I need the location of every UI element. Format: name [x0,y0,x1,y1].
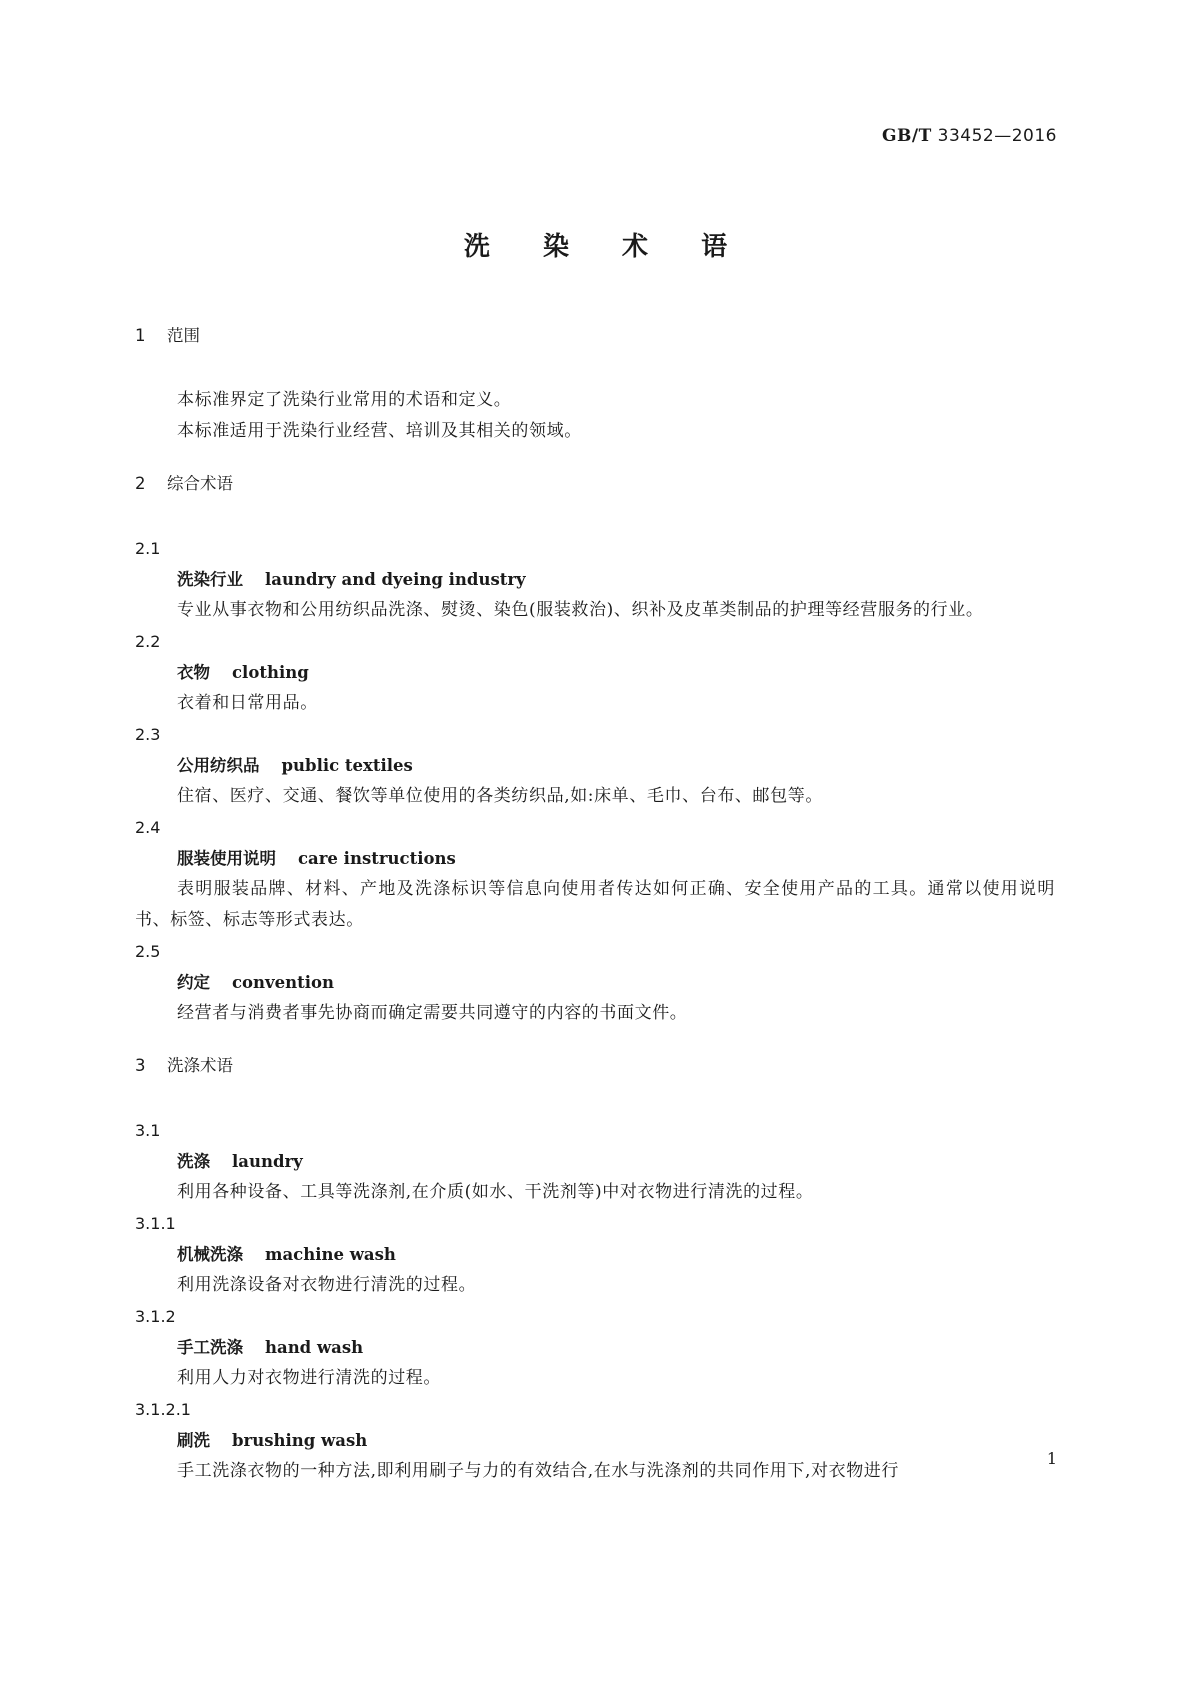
section-title: 洗涤术语 [167,1056,233,1075]
term-en: convention [232,973,335,992]
term-en: public textiles [281,756,413,775]
term-definition: 利用各种设备、工具等洗涤剂,在介质(如水、干洗剂等)中对衣物进行清洗的过程。 [177,1182,814,1202]
term-zh: 刷洗 [177,1431,210,1450]
term-heading [135,967,1055,998]
section-title: 范围 [167,326,200,345]
term-entry-3-1-1 [135,1208,1055,1301]
term-en: hand wash [265,1338,364,1357]
section-number: 3 [135,1056,146,1075]
term-en: brushing wash [232,1431,368,1450]
term-entry-2-3 [135,719,1055,812]
standard-code: 33452—2016 [937,126,1057,146]
term-zh: 约定 [177,973,210,992]
term-en: machine wash [265,1245,396,1264]
term-en: laundry [232,1152,303,1171]
term-en: clothing [232,663,309,682]
term-heading [135,843,1055,874]
term-number: 2.5 [135,942,161,961]
term-definition: 表明服装品牌、材料、产地及洗涤标识等信息向使用者传达如何正确、安全使用产品的工具。通常以使用说明书、标签、标志等形式表达。 [135,879,1055,930]
document-body [135,320,1055,1487]
term-heading [135,657,1055,688]
term-heading [135,1146,1055,1177]
scope-paragraph-2: 本标准适用于洗染行业经营、培训及其相关的领域。 [177,421,582,441]
term-entry-3-1-2 [135,1301,1055,1394]
term-number: 3.1.1 [135,1214,176,1233]
standard-number [882,126,1057,146]
term-entry-2-1 [135,533,1055,626]
section-number: 1 [135,326,146,345]
term-heading [135,1239,1055,1270]
term-number: 3.1 [135,1121,161,1140]
term-zh: 洗染行业 [177,570,243,589]
term-heading [135,1425,1055,1456]
term-definition: 手工洗涤衣物的一种方法,即利用刷子与力的有效结合,在水与洗涤剂的共同作用下,对衣物进行 [177,1461,900,1481]
term-entry-3-1 [135,1115,1055,1208]
term-definition: 经营者与消费者事先协商而确定需要共同遵守的内容的书面文件。 [177,1003,688,1023]
term-heading [135,564,1055,595]
term-entry-2-2 [135,626,1055,719]
term-definition: 住宿、医疗、交通、餐饮等单位使用的各类纺织品,如:床单、毛巾、台布、邮包等。 [177,786,823,806]
term-number: 2.1 [135,539,161,558]
term-number: 2.4 [135,818,161,837]
page-number: 1 [1046,1449,1057,1468]
term-definition: 利用洗涤设备对衣物进行清洗的过程。 [177,1275,477,1295]
term-zh: 服装使用说明 [177,849,276,868]
term-entry-2-5 [135,936,1055,1029]
section-heading-3 [135,1050,1055,1081]
term-definition: 衣着和日常用品。 [177,693,318,713]
term-entry-2-4 [135,812,1055,936]
term-en: care instructions [298,849,456,868]
term-entry-3-1-2-1 [135,1394,1055,1487]
document-title: 洗 染 术 语 [463,232,750,262]
section-title: 综合术语 [167,474,233,493]
section-heading-1 [135,320,1055,351]
section-heading-2 [135,468,1055,499]
standard-prefix: GB/T [882,126,932,146]
term-zh: 洗涤 [177,1152,210,1171]
term-zh: 衣物 [177,663,210,682]
term-zh: 机械洗涤 [177,1245,243,1264]
term-heading [135,1332,1055,1363]
term-definition: 利用人力对衣物进行清洗的过程。 [177,1368,441,1388]
term-number: 3.1.2 [135,1307,176,1326]
term-number: 2.2 [135,632,161,651]
term-zh: 公用纺织品 [177,756,260,775]
term-number: 2.3 [135,725,161,744]
term-heading [135,750,1055,781]
term-zh: 手工洗涤 [177,1338,243,1357]
scope-paragraph-1: 本标准界定了洗染行业常用的术语和定义。 [177,390,512,410]
term-definition: 专业从事衣物和公用纺织品洗涤、熨烫、染色(服装救治)、织补及皮革类制品的护理等经营服务的行业。 [177,600,984,620]
term-en: laundry and dyeing industry [265,570,526,589]
term-number: 3.1.2.1 [135,1400,191,1419]
section-number: 2 [135,474,146,493]
